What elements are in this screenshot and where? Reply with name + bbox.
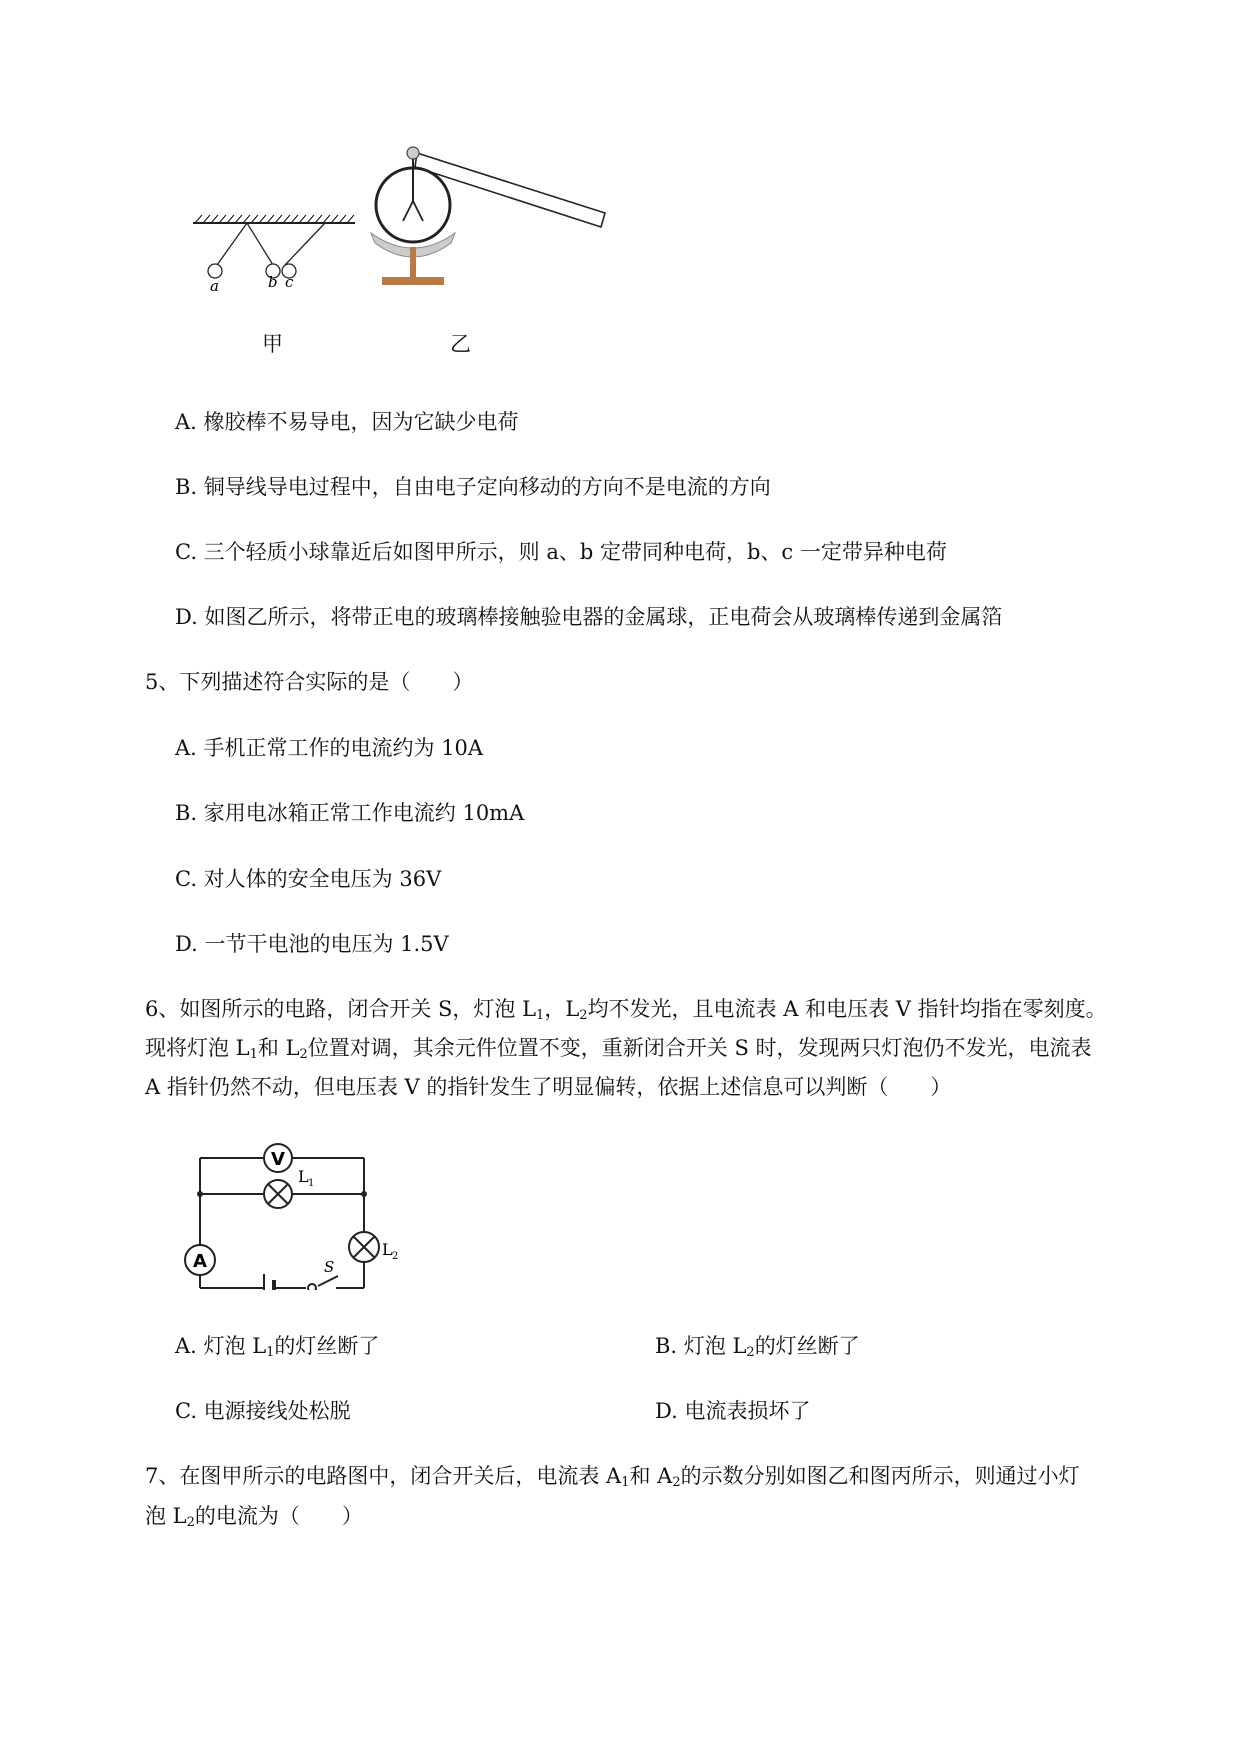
q5-stem: 5、下列描述符合实际的是（ ）	[145, 670, 474, 694]
svg-text:L: L	[382, 1240, 393, 1259]
svg-text:V: V	[271, 1149, 285, 1170]
q4-option-c: C. 三个轻质小球靠近后如图甲所示，则 a、b 定带同种电荷，b、c 一定带异种电荷	[175, 540, 947, 564]
q6-option-a: A. 灯泡 $L_1$的灯丝断了	[175, 1334, 380, 1360]
q6-stem-line2: 现将灯泡 $L_1$和 $L_2$位置对调，其余元件位置不变，重新闭合开关 S 时，发现两只灯泡仍不发光，电流表	[145, 1036, 1092, 1062]
lamp-l1-icon	[264, 1167, 314, 1208]
q6-option-d: D. 电流表损坏了	[655, 1399, 811, 1423]
ammeter-icon	[185, 1245, 215, 1275]
q4-option-d: D. 如图乙所示，将带正电的玻璃棒接触验电器的金属球，正电荷会从玻璃棒传递到金属箔	[175, 605, 1003, 629]
svg-text:2: 2	[392, 1251, 399, 1262]
svg-text:L: L	[298, 1167, 309, 1186]
electroscope	[371, 147, 605, 285]
q6-option-b: B. 灯泡 $L_2$的灯丝断了	[655, 1334, 860, 1360]
ball-label-c: c	[285, 273, 294, 291]
q6-stem-line1: 6、如图所示的电路，闭合开关 S，灯泡 $L_1$，$L_2$均不发光，且电流表 A 和电压表 V 指针均指在零刻度。	[145, 997, 1107, 1023]
svg-text:1: 1	[308, 1178, 315, 1189]
ball-a	[208, 264, 222, 278]
figure-balls-electroscope	[185, 145, 685, 365]
ball-label-b: b	[268, 273, 278, 291]
voltmeter-icon	[264, 1144, 292, 1172]
figure-caption-jia: 甲	[262, 332, 283, 356]
q4-option-b: B. 铜导线导电过程中，自由电子定向移动的方向不是电流的方向	[175, 475, 771, 499]
q5-option-a: A. 手机正常工作的电流约为 10A	[175, 736, 484, 760]
circuit-diagram	[178, 1140, 418, 1290]
q6-option-c: C. 电源接线处松脱	[175, 1399, 351, 1423]
q5-option-d: D. 一节干电池的电压为 1.5V	[175, 932, 449, 956]
ball-label-a: a	[210, 277, 219, 295]
lamp-l2-icon	[349, 1232, 398, 1262]
svg-text:S: S	[324, 1258, 335, 1276]
battery-icon	[264, 1274, 274, 1290]
q7-stem-line1: 7、在图甲所示的电路图中，闭合开关后，电流表 $A_1$和 $A_2$的示数分别如图乙和图丙所示，则通过小灯	[145, 1464, 1080, 1490]
q6-stem-line3: A 指针仍然不动，但电压表 V 的指针发生了明显偏转，依据上述信息可以判断（ ）	[145, 1075, 952, 1099]
q5-option-b: B. 家用电冰箱正常工作电流约 10mA	[175, 801, 525, 825]
q4-option-a: A. 橡胶棒不易导电，因为它缺少电荷	[175, 410, 519, 434]
svg-text:A: A	[193, 1251, 207, 1272]
q5-option-c: C. 对人体的安全电压为 36V	[175, 867, 442, 891]
q7-stem-line2: 泡 $L_2$的电流为（ ）	[145, 1504, 363, 1530]
figure-caption-yi: 乙	[450, 332, 471, 356]
ceiling-hatch	[193, 215, 355, 223]
